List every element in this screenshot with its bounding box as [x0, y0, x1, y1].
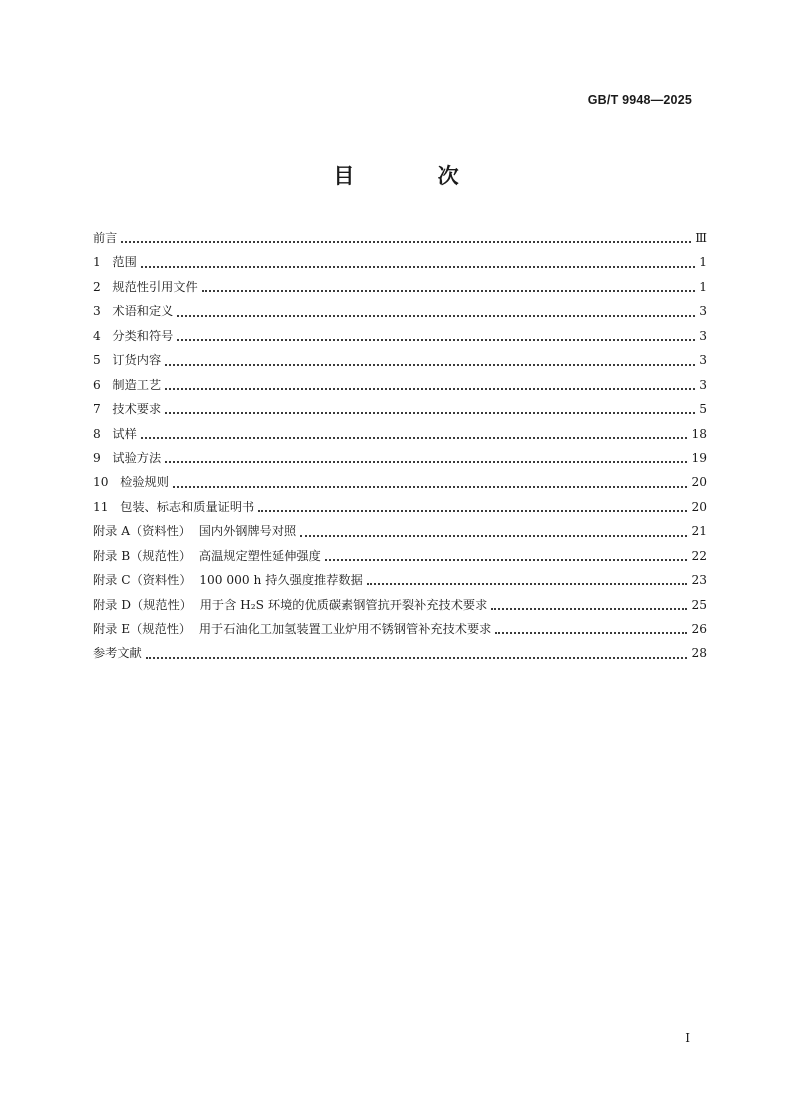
toc-entry-label: 附录 B（规范性） 高温规定塑性延伸强度 — [93, 548, 321, 563]
toc-entry-page: 3 — [699, 377, 707, 392]
toc-entry-bibliography[interactable] — [93, 641, 707, 665]
toc-entry-label: 附录 D（规范性） 用于含 H₂S 环境的优质碳素钢管抗开裂补充技术要求 — [93, 597, 488, 612]
toc-entry-page: 1 — [699, 279, 707, 294]
dot-leader — [258, 498, 687, 512]
toc-entry-label: 8 试样 — [93, 426, 137, 441]
toc-entry-label: 附录 C（资料性） 100 000 h 持久强度推荐数据 — [93, 573, 363, 588]
toc-entry-manufacturing-process[interactable] — [93, 373, 707, 397]
toc-entry-page: 3 — [699, 328, 707, 343]
toc-entry-test-methods[interactable] — [93, 446, 707, 470]
toc-entry-page: 25 — [691, 597, 707, 612]
toc-entry-normative-references[interactable] — [93, 275, 707, 299]
toc-entry-page: 5 — [699, 402, 707, 417]
toc-entry-page: 20 — [691, 499, 707, 514]
toc-entry-annex-a[interactable] — [93, 519, 707, 543]
dot-leader — [177, 327, 695, 341]
toc-entry-label: 前言 — [93, 231, 118, 245]
toc-entry-label: 附录 E（规范性） 用于石油化工加氢装置工业炉用不锈钢管补充技术要求 — [93, 622, 492, 636]
toc-entry-label: 参考文献 — [93, 646, 142, 661]
toc-title: 目 次 — [333, 164, 497, 188]
toc-entry-inspection-rules[interactable] — [93, 470, 707, 494]
page-number: I — [685, 1031, 690, 1045]
toc-entry-label: 6 制造工艺 — [93, 377, 162, 392]
table-of-contents — [93, 226, 707, 666]
dot-leader — [141, 254, 695, 268]
toc-entry-page: 1 — [699, 255, 707, 270]
toc-entry-page: 3 — [699, 353, 707, 368]
toc-entry-label: 2 规范性引用文件 — [93, 279, 198, 294]
toc-entry-label: 10 检验规则 — [93, 475, 169, 490]
toc-entry-page: 22 — [691, 548, 707, 563]
toc-entry-scope[interactable] — [93, 250, 707, 274]
toc-entry-page: 20 — [691, 475, 707, 490]
dot-leader — [165, 400, 695, 414]
toc-entry-packaging-marking[interactable] — [93, 495, 707, 519]
toc-entry-technical-requirements[interactable] — [93, 397, 707, 421]
dot-leader — [165, 351, 695, 365]
toc-entry-label: 4 分类和符号 — [93, 328, 174, 343]
toc-entry-annex-b[interactable] — [93, 544, 707, 568]
toc-entry-label: 9 试验方法 — [93, 450, 162, 465]
toc-entry-page: 26 — [691, 622, 707, 636]
toc-entry-samples[interactable] — [93, 422, 707, 446]
toc-entry-order-content[interactable] — [93, 348, 707, 372]
dot-leader — [367, 571, 688, 585]
dot-leader — [300, 522, 687, 536]
dot-leader — [121, 229, 691, 243]
dot-leader — [141, 425, 688, 439]
toc-entry-label: 1 范围 — [93, 255, 137, 270]
toc-entry-label: 3 术语和定义 — [93, 304, 174, 319]
dot-leader — [146, 645, 688, 659]
toc-entry-label: 11 包装、标志和质量证明书 — [93, 499, 255, 514]
dot-leader — [165, 449, 687, 463]
dot-leader — [202, 278, 696, 292]
toc-entry-label: 7 技术要求 — [93, 402, 162, 417]
toc-entry-page: 19 — [691, 450, 707, 465]
toc-entry-label: 附录 A（资料性） 国内外钢牌号对照 — [93, 524, 297, 539]
toc-entry-page: Ⅲ — [695, 231, 707, 245]
dot-leader — [165, 376, 695, 390]
toc-entry-page: 18 — [691, 426, 707, 441]
standard-code: GB/T 9948—2025 — [587, 93, 692, 107]
toc-entry-label: 5 订货内容 — [93, 353, 162, 368]
toc-entry-page: 3 — [699, 304, 707, 319]
toc-entry-terms-definitions[interactable] — [93, 299, 707, 323]
toc-entry-annex-c[interactable] — [93, 568, 707, 592]
toc-entry-page: 28 — [691, 646, 707, 661]
toc-entry-annex-d[interactable] — [93, 593, 707, 617]
toc-entry-page: 21 — [691, 524, 707, 539]
dot-leader — [491, 596, 687, 610]
dot-leader — [173, 474, 688, 488]
toc-entry-classification-symbols[interactable] — [93, 324, 707, 348]
toc-entry-foreword[interactable] — [93, 226, 707, 250]
dot-leader — [177, 302, 695, 316]
toc-entry-page: 23 — [691, 573, 707, 588]
dot-leader — [495, 620, 687, 634]
dot-leader — [325, 547, 688, 561]
toc-entry-annex-e[interactable] — [93, 617, 707, 641]
